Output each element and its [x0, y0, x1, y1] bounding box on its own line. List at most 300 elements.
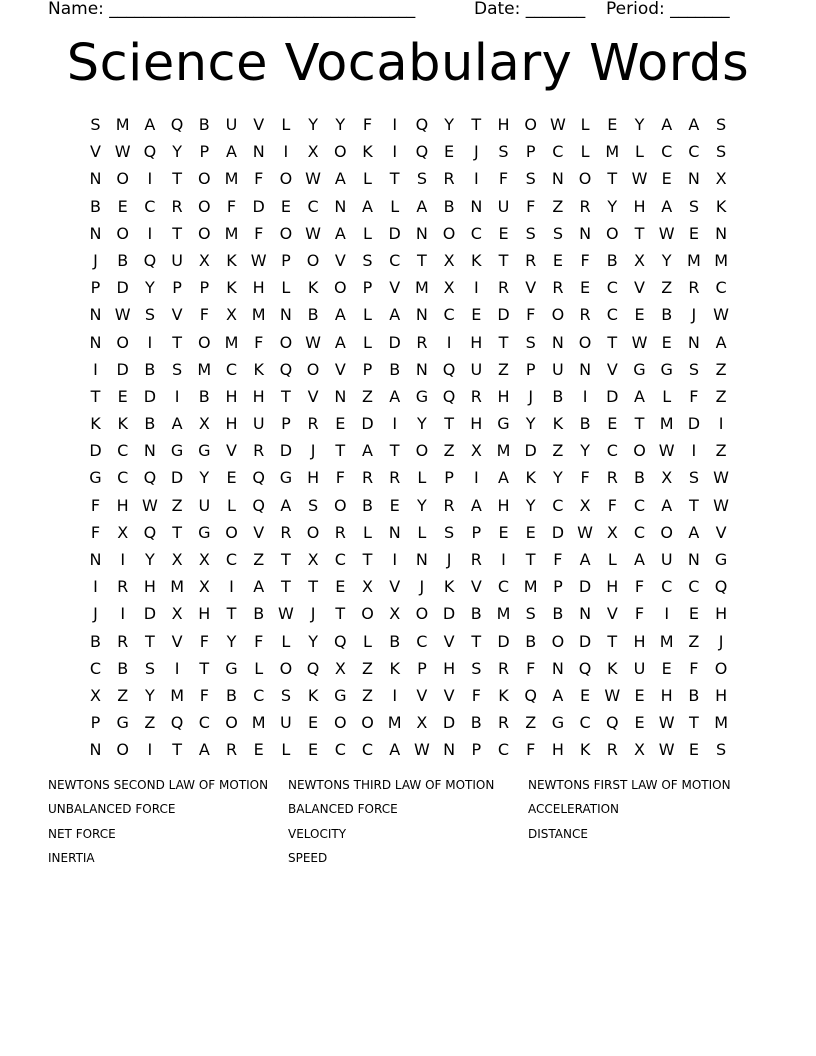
- grid-letter: N: [334, 386, 347, 406]
- grid-letter: O: [334, 142, 347, 162]
- grid-letter: X: [416, 713, 428, 733]
- grid-letter: O: [306, 359, 320, 379]
- grid-letter: C: [416, 631, 428, 651]
- grid-letter: S: [716, 142, 727, 162]
- grid-letter: J: [419, 577, 425, 597]
- grid-letter: Z: [443, 441, 455, 461]
- grid-letter: I: [174, 658, 180, 678]
- grid-letter: A: [144, 115, 156, 134]
- grid-letter: T: [172, 740, 182, 760]
- grid-letter: N: [89, 223, 102, 243]
- grid-letter: I: [147, 332, 153, 352]
- grid-letter: E: [117, 196, 128, 216]
- grid-letter: C: [443, 305, 455, 325]
- grid-letter: B: [362, 495, 373, 515]
- grid-letter: X: [307, 142, 319, 162]
- grid-letter: V: [334, 359, 346, 379]
- grid-letter: N: [687, 332, 700, 352]
- grid-letter: Y: [525, 495, 536, 515]
- grid-letter: E: [308, 713, 319, 733]
- grid-letter: K: [498, 685, 509, 705]
- grid-letter: P: [281, 250, 291, 270]
- grid-letter: H: [715, 604, 728, 624]
- grid-letter: C: [253, 685, 265, 705]
- grid-letter: O: [361, 713, 374, 733]
- grid-letter: Q: [334, 631, 347, 651]
- grid-letter: T: [90, 386, 101, 406]
- grid-letter: A: [661, 115, 673, 134]
- grid-letter: B: [389, 631, 401, 651]
- grid-letter: D: [442, 604, 456, 624]
- grid-letter: O: [361, 604, 374, 624]
- grid-letter: N: [579, 359, 592, 379]
- grid-letter: T: [308, 577, 318, 597]
- grid-letter: N: [89, 550, 102, 569]
- grid-letter: K: [253, 359, 264, 379]
- grid-letter: O: [198, 332, 211, 352]
- grid-letter: I: [446, 332, 452, 352]
- grid-letter: G: [170, 441, 184, 461]
- grid-letter: R: [497, 278, 510, 298]
- grid-letter: I: [174, 386, 180, 406]
- grid-letter: C: [552, 495, 564, 515]
- grid-letter: Z: [715, 386, 727, 406]
- grid-letter: J: [446, 550, 452, 569]
- grid-letter: W: [277, 604, 294, 624]
- grid-letter: N: [415, 550, 428, 569]
- grid-letter: V: [525, 278, 537, 298]
- grid-letter: L: [607, 550, 617, 569]
- grid-letter: X: [171, 604, 183, 624]
- grid-letter: D: [252, 196, 265, 216]
- grid-letter: Y: [226, 631, 237, 651]
- grid-letter: N: [334, 196, 347, 216]
- grid-letter: S: [280, 685, 291, 705]
- grid-letter: B: [634, 468, 645, 488]
- grid-letter: Q: [143, 250, 157, 270]
- grid-letter: Z: [715, 359, 727, 379]
- grid-letter: B: [226, 685, 237, 705]
- grid-letter: T: [634, 223, 645, 243]
- grid-letter: R: [443, 495, 455, 515]
- word-list-item: INERTIA: [48, 851, 95, 866]
- grid-letter: K: [389, 658, 400, 678]
- grid-letter: Z: [552, 441, 564, 461]
- grid-letter: B: [579, 414, 591, 434]
- grid-letter: N: [252, 142, 265, 162]
- grid-letter: O: [578, 169, 592, 189]
- grid-letter: H: [470, 332, 483, 352]
- grid-letter: R: [579, 305, 591, 325]
- grid-letter: X: [443, 250, 455, 270]
- grid-letter: O: [524, 115, 537, 134]
- grid-letter: H: [497, 115, 510, 134]
- grid-letter: Q: [143, 522, 157, 542]
- grid-letter: A: [552, 685, 564, 705]
- grid-letter: H: [660, 685, 673, 705]
- grid-letter: O: [334, 278, 347, 298]
- grid-letter: O: [279, 223, 293, 243]
- grid-letter: M: [659, 414, 674, 434]
- grid-letter: A: [579, 550, 591, 569]
- grid-letter: H: [497, 386, 510, 406]
- grid-letter: R: [334, 522, 346, 542]
- grid-letter: L: [417, 468, 427, 488]
- grid-letter: F: [254, 332, 264, 352]
- grid-letter: X: [198, 550, 210, 569]
- grid-letter: B: [144, 359, 156, 379]
- grid-letter: U: [552, 359, 564, 379]
- grid-letter: R: [606, 468, 618, 488]
- grid-letter: A: [389, 305, 401, 325]
- grid-letter: X: [389, 604, 401, 624]
- grid-letter: R: [117, 631, 129, 651]
- grid-letter: C: [470, 223, 482, 243]
- grid-letter: F: [689, 386, 699, 406]
- grid-letter: Q: [606, 713, 619, 733]
- period-field-label: Period: _______: [606, 0, 730, 19]
- grid-letter: H: [198, 604, 211, 624]
- grid-letter: T: [172, 223, 182, 243]
- grid-letter: K: [307, 685, 319, 705]
- grid-letter: G: [633, 359, 646, 379]
- grid-letter: R: [280, 522, 292, 542]
- grid-letter: F: [634, 577, 645, 597]
- grid-letter: X: [90, 685, 101, 705]
- grid-letter: A: [362, 441, 373, 461]
- grid-letter: B: [443, 196, 455, 216]
- grid-letter: W: [713, 468, 729, 488]
- grid-letter: M: [251, 713, 266, 733]
- grid-letter: A: [334, 305, 346, 325]
- grid-letter: W: [658, 223, 675, 243]
- grid-letter: E: [661, 658, 672, 678]
- grid-letter: O: [225, 713, 238, 733]
- grid-letter: T: [607, 631, 618, 651]
- grid-letter: O: [116, 332, 129, 352]
- grid-letter: E: [634, 713, 645, 733]
- grid-letter: J: [310, 604, 316, 624]
- grid-letter: C: [579, 713, 591, 733]
- grid-letter: S: [308, 495, 319, 515]
- grid-letter: C: [117, 441, 129, 461]
- grid-letter: U: [633, 658, 646, 678]
- grid-letter: V: [253, 115, 265, 134]
- grid-letter: Q: [578, 658, 592, 678]
- grid-letter: W: [713, 305, 729, 325]
- grid-letter: W: [631, 332, 648, 352]
- grid-letter: W: [577, 522, 593, 542]
- grid-letter: Z: [362, 386, 373, 406]
- grid-letter: M: [387, 713, 402, 733]
- grid-letter: E: [498, 223, 509, 243]
- grid-letter: Q: [252, 495, 265, 515]
- grid-letter: Z: [362, 685, 373, 705]
- grid-letter: I: [93, 577, 98, 597]
- grid-letter: T: [281, 550, 291, 569]
- grid-letter: C: [334, 740, 346, 760]
- grid-letter: Q: [170, 713, 184, 733]
- grid-letter: R: [389, 468, 401, 488]
- grid-letter: J: [691, 305, 697, 325]
- grid-letter: F: [689, 658, 699, 678]
- grid-letter: R: [225, 740, 238, 760]
- grid-letter: X: [198, 414, 210, 434]
- grid-letter: F: [226, 196, 237, 216]
- grid-letter: F: [526, 196, 536, 216]
- grid-letter: I: [473, 278, 479, 298]
- grid-letter: A: [334, 332, 346, 352]
- grid-letter: U: [225, 115, 238, 134]
- grid-letter: H: [252, 278, 265, 298]
- grid-letter: Y: [417, 495, 427, 515]
- grid-letter: C: [715, 278, 727, 298]
- grid-letter: B: [552, 604, 564, 624]
- grid-letter: R: [497, 713, 510, 733]
- grid-letter: C: [633, 522, 646, 542]
- grid-letter: O: [415, 604, 429, 624]
- grid-letter: A: [226, 142, 237, 162]
- grid-letter: A: [498, 468, 509, 488]
- grid-letter: K: [443, 577, 455, 597]
- grid-letter: O: [714, 658, 728, 678]
- grid-letter: Z: [253, 550, 265, 569]
- grid-letter: T: [689, 495, 699, 515]
- grid-letter: T: [172, 332, 182, 352]
- grid-letter: T: [498, 250, 509, 270]
- grid-letter: H: [633, 631, 646, 651]
- grid-letter: X: [334, 658, 346, 678]
- grid-letter: P: [90, 713, 101, 733]
- grid-letter: N: [89, 305, 102, 325]
- grid-letter: X: [307, 550, 319, 569]
- grid-letter: A: [253, 577, 265, 597]
- grid-letter: S: [688, 468, 699, 488]
- grid-letter: H: [225, 414, 238, 434]
- grid-letter: X: [634, 250, 645, 270]
- grid-letter: P: [525, 359, 536, 379]
- grid-letter: X: [443, 278, 455, 298]
- grid-letter: C: [661, 577, 673, 597]
- grid-letter: Z: [171, 495, 183, 515]
- grid-letter: Y: [580, 441, 590, 461]
- grid-letter: B: [525, 631, 537, 651]
- grid-letter: B: [606, 250, 618, 270]
- grid-letter: A: [661, 196, 673, 216]
- grid-letter: S: [498, 142, 509, 162]
- grid-letter: T: [335, 604, 346, 624]
- grid-letter: B: [198, 386, 210, 406]
- grid-letter: H: [143, 577, 156, 597]
- grid-letter: W: [114, 305, 131, 325]
- grid-letter: E: [498, 522, 509, 542]
- grid-letter: T: [689, 713, 699, 733]
- grid-letter: K: [715, 196, 727, 216]
- grid-letter: J: [93, 604, 98, 624]
- grid-letter: G: [116, 713, 129, 733]
- grid-letter: B: [389, 359, 401, 379]
- grid-letter: H: [715, 685, 728, 705]
- grid-letter: L: [363, 522, 372, 542]
- grid-letter: C: [225, 359, 238, 379]
- grid-letter: S: [525, 332, 536, 352]
- grid-letter: E: [661, 332, 672, 352]
- grid-letter: L: [281, 740, 291, 760]
- grid-letter: D: [524, 441, 537, 461]
- grid-letter: Y: [199, 468, 210, 488]
- grid-letter: K: [552, 414, 564, 434]
- grid-letter: E: [580, 685, 591, 705]
- grid-letter: M: [224, 332, 239, 352]
- grid-letter: N: [715, 223, 728, 243]
- grid-letter: I: [283, 142, 289, 162]
- grid-letter: N: [443, 740, 456, 760]
- grid-letter: W: [713, 495, 729, 515]
- grid-letter: Z: [715, 441, 727, 461]
- grid-letter: M: [714, 250, 728, 270]
- grid-letter: J: [473, 142, 479, 162]
- grid-letter: C: [606, 441, 618, 461]
- grid-letter: N: [687, 550, 700, 569]
- word-list-item: VELOCITY: [288, 826, 347, 841]
- grid-letter: D: [89, 441, 102, 461]
- grid-letter: T: [281, 577, 291, 597]
- grid-letter: F: [580, 250, 590, 270]
- grid-letter: V: [715, 522, 727, 542]
- grid-letter: I: [392, 685, 398, 705]
- grid-letter: W: [631, 169, 648, 189]
- grid-letter: T: [172, 522, 182, 542]
- grid-letter: N: [579, 604, 592, 624]
- grid-letter: F: [362, 115, 373, 134]
- grid-letter: K: [226, 250, 237, 270]
- grid-letter: H: [470, 414, 483, 434]
- grid-letter: E: [308, 740, 319, 760]
- grid-letter: C: [225, 550, 238, 569]
- grid-letter: S: [144, 658, 155, 678]
- grid-letter: Q: [143, 142, 157, 162]
- grid-letter: Y: [335, 115, 346, 134]
- grid-letter: C: [334, 550, 346, 569]
- grid-letter: O: [225, 522, 238, 542]
- grid-letter: A: [198, 740, 210, 760]
- word-list-item: NEWTONS SECOND LAW OF MOTION: [48, 778, 269, 792]
- grid-letter: M: [170, 577, 184, 597]
- grid-letter: M: [714, 713, 728, 733]
- grid-letter: O: [415, 441, 429, 461]
- grid-letter: E: [335, 577, 346, 597]
- grid-letter: T: [525, 550, 536, 569]
- grid-letter: S: [471, 658, 482, 678]
- grid-letter: E: [661, 169, 672, 189]
- grid-letter: D: [279, 441, 293, 461]
- grid-letter: N: [143, 441, 156, 461]
- grid-letter: S: [525, 604, 536, 624]
- grid-letter: S: [144, 305, 155, 325]
- grid-letter: X: [171, 550, 183, 569]
- grid-letter: E: [335, 414, 346, 434]
- grid-letter: F: [471, 685, 481, 705]
- grid-letter: O: [578, 332, 592, 352]
- grid-letter: A: [715, 332, 727, 352]
- grid-letter: O: [442, 223, 456, 243]
- grid-letter: H: [443, 658, 456, 678]
- grid-letter: L: [580, 142, 590, 162]
- name-field-label: Name: ____________________________________: [48, 0, 416, 19]
- grid-letter: E: [634, 305, 645, 325]
- grid-letter: W: [658, 713, 675, 733]
- grid-letter: S: [444, 522, 455, 542]
- grid-letter: Q: [524, 685, 537, 705]
- grid-letter: M: [224, 169, 239, 189]
- grid-letter: H: [225, 386, 238, 406]
- grid-letter: D: [143, 604, 157, 624]
- grid-letter: Q: [306, 658, 320, 678]
- grid-letter: U: [497, 196, 510, 216]
- grid-letter: N: [388, 522, 401, 542]
- grid-letter: X: [634, 740, 645, 760]
- grid-letter: H: [551, 740, 564, 760]
- grid-letter: I: [392, 115, 398, 134]
- grid-letter: S: [716, 740, 727, 760]
- grid-letter: E: [471, 305, 482, 325]
- grid-letter: S: [525, 169, 536, 189]
- grid-letter: F: [526, 658, 536, 678]
- grid-letter: M: [251, 305, 266, 325]
- grid-letter: Z: [525, 713, 537, 733]
- grid-letter: N: [89, 169, 102, 189]
- grid-letter: I: [664, 604, 670, 624]
- grid-letter: Q: [170, 115, 184, 134]
- grid-letter: F: [498, 169, 509, 189]
- grid-letter: L: [363, 223, 372, 243]
- grid-letter: O: [551, 305, 565, 325]
- grid-letter: M: [224, 223, 239, 243]
- grid-letter: D: [116, 278, 129, 298]
- grid-letter: B: [144, 414, 156, 434]
- grid-letter: V: [253, 522, 265, 542]
- grid-letter: I: [473, 468, 479, 488]
- grid-letter: F: [254, 169, 264, 189]
- grid-letter: E: [117, 386, 128, 406]
- grid-letter: P: [362, 359, 373, 379]
- grid-letter: Z: [362, 658, 373, 678]
- grid-letter: M: [686, 250, 701, 270]
- grid-letter: M: [659, 631, 674, 651]
- grid-letter: F: [254, 631, 264, 651]
- grid-letter: I: [582, 386, 588, 406]
- grid-letter: B: [688, 685, 700, 705]
- word-list-item: NEWTONS THIRD LAW OF MOTION: [288, 778, 495, 792]
- grid-letter: A: [634, 550, 645, 569]
- grid-letter: T: [389, 169, 400, 189]
- grid-letter: Q: [415, 115, 429, 134]
- grid-letter: A: [634, 386, 645, 406]
- grid-letter: S: [172, 359, 183, 379]
- grid-letter: N: [551, 332, 564, 352]
- grid-letter: K: [607, 658, 618, 678]
- grid-letter: S: [90, 115, 101, 134]
- grid-letter: A: [688, 522, 700, 542]
- grid-letter: P: [553, 577, 563, 597]
- grid-letter: X: [661, 468, 673, 488]
- grid-letter: Z: [552, 196, 564, 216]
- grid-letter: G: [660, 359, 673, 379]
- word-list-item: DISTANCE: [528, 826, 588, 841]
- grid-letter: K: [471, 250, 482, 270]
- grid-letter: B: [470, 713, 482, 733]
- grid-letter: R: [416, 332, 428, 352]
